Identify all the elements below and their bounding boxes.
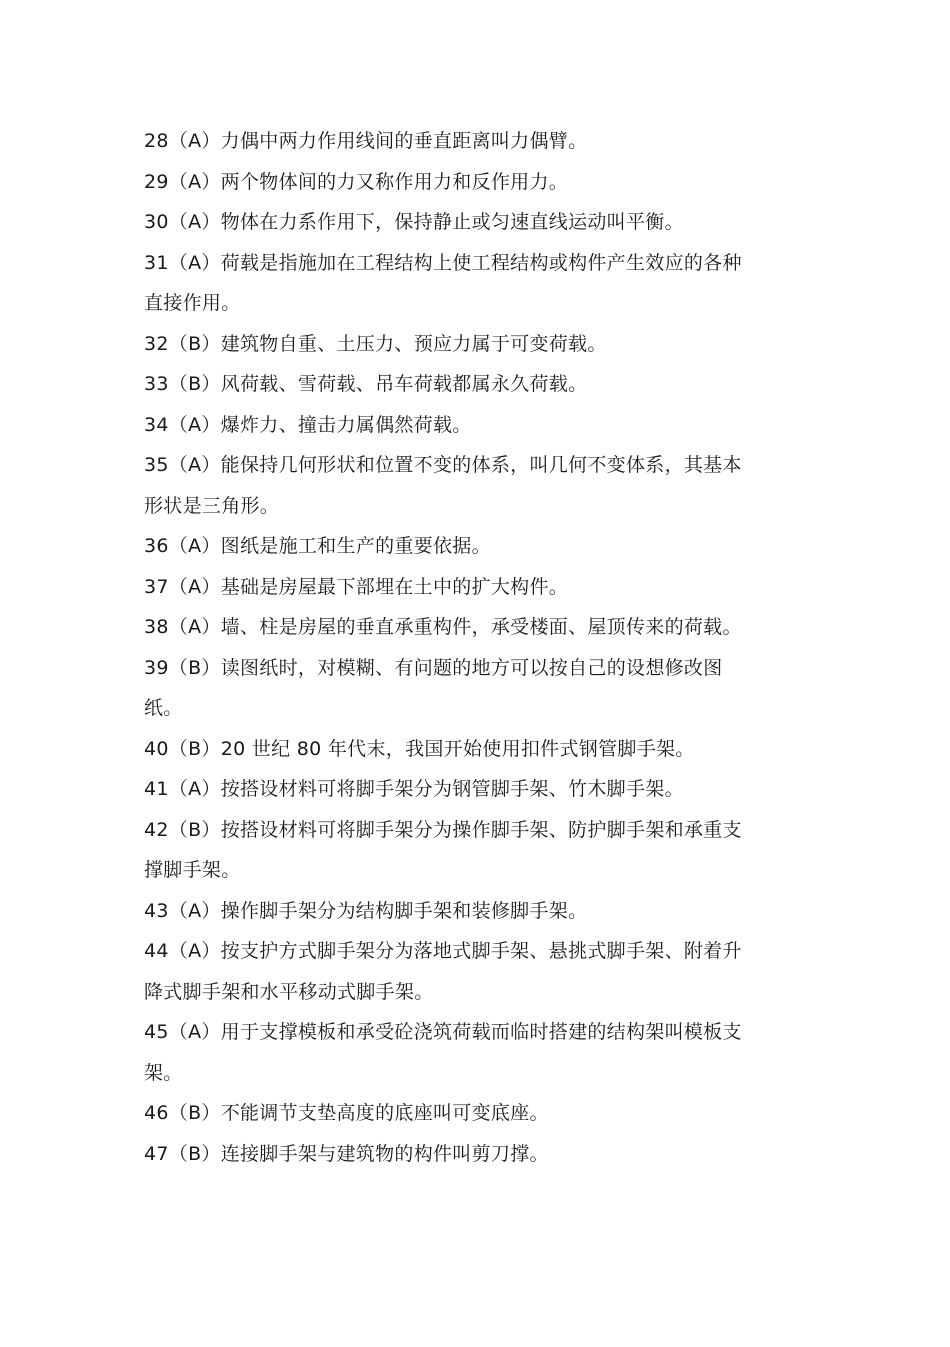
question-item-31: 31（A）荷载是指施加在工程结构上使工程结构或构件产生效应的各种直接作用。	[144, 251, 742, 314]
question-item-47: 47（B）连接脚手架与建筑物的构件叫剪刀撑。	[144, 1142, 549, 1165]
question-item-32: 32（B）建筑物自重、土压力、预应力属于可变荷载。	[144, 332, 607, 355]
question-item-41: 41（A）按搭设材料可将脚手架分为钢管脚手架、竹木脚手架。	[144, 778, 684, 800]
question-item-36: 36（A）图纸是施工和生产的重要依据。	[144, 535, 491, 557]
question-item-37: 37（A）基础是房屋最下部埋在土中的扩大构件。	[144, 575, 569, 598]
question-item-29: 29（A）两个物体间的力又称作用力和反作用力。	[144, 170, 569, 193]
question-item-34: 34（A）爆炸力、撞击力属偶然荷载。	[144, 413, 472, 436]
question-item-44: 44（A）按支护方式脚手架分为落地式脚手架、悬挑式脚手架、附着升降式脚手架和水平移动式脚手架。	[144, 940, 742, 1003]
question-item-43: 43（A）操作脚手架分为结构脚手架和装修脚手架。	[144, 899, 588, 922]
question-item-30: 30（A）物体在力系作用下，保持静止或匀速直线运动叫平衡。	[144, 211, 684, 233]
question-item-45: 45（A）用于支撑模板和承受砼浇筑荷载而临时搭建的结构架叫模板支架。	[144, 1021, 742, 1084]
question-item-42: 42（B）按搭设材料可将脚手架分为操作脚手架、防护脚手架和承重支撑脚手架。	[144, 818, 742, 881]
question-item-28: 28（A）力偶中两力作用线间的垂直距离叫力偶臂。	[144, 130, 588, 152]
question-list	[144, 121, 754, 1174]
question-item-35: 35（A）能保持几何形状和位置不变的体系，叫几何不变体系，其基本形状是三角形。	[144, 454, 742, 517]
question-item-39: 39（B）读图纸时，对模糊、有问题的地方可以按自己的设想修改图纸。	[144, 656, 723, 719]
question-item-40: 40（B）20 世纪 80 年代末，我国开始使用扣件式钢管脚手架。	[144, 737, 695, 760]
question-item-33: 33（B）风荷载、雪荷载、吊车荷载都属永久荷载。	[144, 373, 588, 395]
question-item-46: 46（B）不能调节支垫高度的底座叫可变底座。	[144, 1102, 549, 1124]
question-item-38: 38（A）墙、柱是房屋的垂直承重构件，承受楼面、屋顶传来的荷载。	[144, 616, 742, 638]
